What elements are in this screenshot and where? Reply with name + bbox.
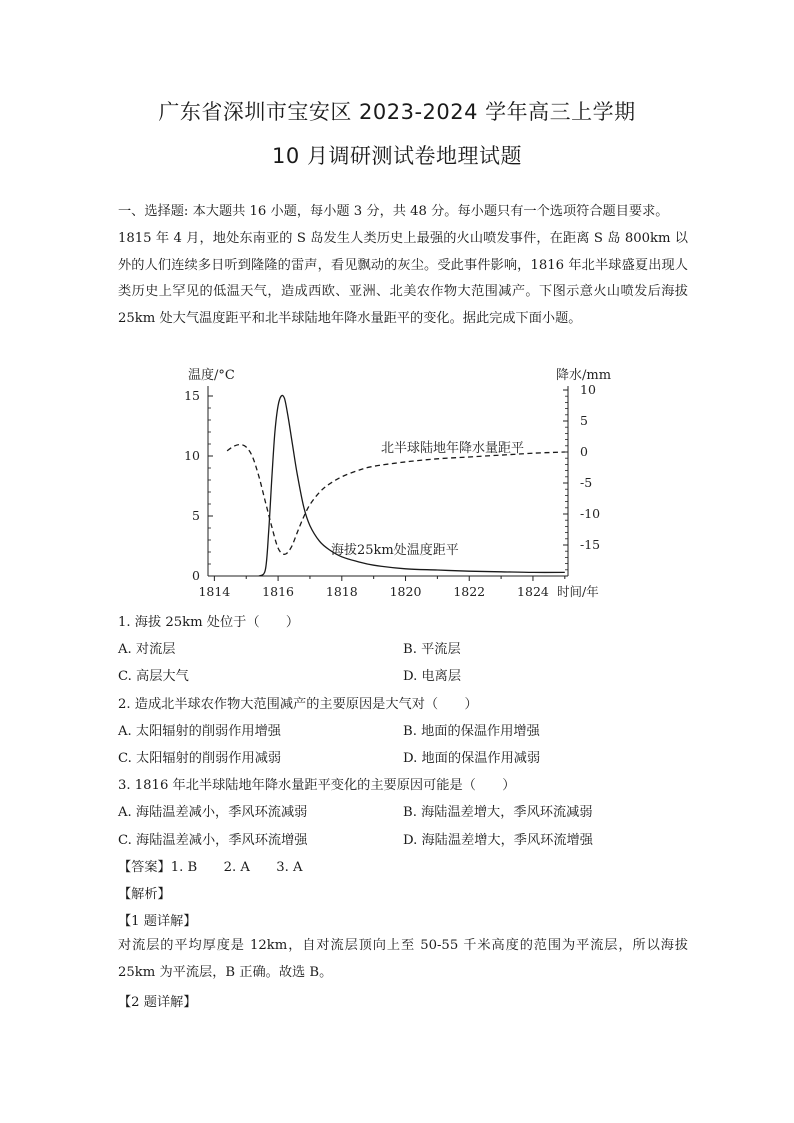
right-y-tick-label: -15 <box>580 537 601 552</box>
question-material: 1815 年 4 月，地处东南亚的 S 岛发生人类历史上最强的火山喷发事件，在距离 S 岛 800km 以外的人们连续多日听到隆隆的雷声，看见飘动的灰尘。受此事件影响，1816 年北半球盛夏出现人类历史上罕见的低温天气，造成西欧、亚洲、北美农作物大范围减产。下图示意火山喷发后海拔 25km 处大气温度距平和北半球陆地年降水量距平的变化。据此完成下面小题。 <box>118 231 688 326</box>
page-title-line2: 10 月调研测试卷地理试题 <box>272 144 522 168</box>
question-1-option-c[interactable]: C. 高层大气 <box>118 669 189 684</box>
left-y-tick-label: 5 <box>192 508 200 523</box>
right-y-tick-label: 0 <box>580 444 588 459</box>
right-y-axis-title: 降水/mm <box>556 368 612 383</box>
right-y-tick-label: -5 <box>580 475 593 490</box>
right-y-tick-label: 5 <box>580 413 588 428</box>
temperature-precipitation-chart <box>0 360 794 610</box>
left-y-tick-label: 15 <box>184 388 200 403</box>
x-tick-label: 1824 <box>517 584 549 599</box>
series-line-precipitation <box>227 445 565 555</box>
question-3-option-a[interactable]: A. 海陆温差减小，季风环流减弱 <box>118 805 308 820</box>
right-y-tick-label: -10 <box>580 506 601 521</box>
left-y-axis-title: 温度/°C <box>188 368 235 383</box>
question-1-option-d[interactable]: D. 电离层 <box>403 669 462 684</box>
temperature-series-label: 海拔25km处温度距平 <box>331 543 459 558</box>
question-2-stem: 2. 造成北半球农作物大范围减产的主要原因是大气对（ ） <box>118 697 478 712</box>
chart-labels <box>184 367 611 599</box>
x-tick-label: 1820 <box>389 584 422 599</box>
left-y-tick-label: 10 <box>184 448 200 463</box>
right-y-tick-label: 10 <box>580 382 596 397</box>
question-2-option-b[interactable]: B. 地面的保温作用增强 <box>403 724 540 739</box>
question-2-detail-heading: 【2 题详解】 <box>118 995 197 1010</box>
left-y-tick-label: 0 <box>192 568 200 583</box>
x-tick-label: 1814 <box>198 584 231 599</box>
question-1-detail: 对流层的平均厚度是 12km，自对流层顶向上至 50-55 千米高度的范围为平流层，所以海拔 25km 为平流层，B 正确。故选 B。 <box>118 938 688 980</box>
question-1-option-a[interactable]: A. 对流层 <box>118 642 176 657</box>
question-3-option-c[interactable]: C. 海陆温差减小，季风环流增强 <box>118 833 308 848</box>
precipitation-series-label: 北半球陆地年降水量距平 <box>381 441 525 456</box>
question-1-stem: 1. 海拔 25km 处位于（ ） <box>118 615 300 630</box>
question-3-option-d[interactable]: D. 海陆温差增大，季风环流增强 <box>403 833 593 848</box>
section-instruction: 一、选择题: 本大题共 16 小题，每小题 3 分，共 48 分。每小题只有一个选项符合题目要求。 <box>118 204 669 219</box>
x-axis-title: 时间/年 <box>557 584 599 599</box>
analysis-heading: 【解析】 <box>118 887 171 902</box>
question-2-option-c[interactable]: C. 太阳辐射的削弱作用减弱 <box>118 751 282 766</box>
question-2-option-a[interactable]: A. 太阳辐射的削弱作用增强 <box>118 724 281 739</box>
question-3-stem: 3. 1816 年北半球陆地年降水量距平变化的主要原因可能是（ ） <box>118 778 516 793</box>
question-1-detail-heading: 【1 题详解】 <box>118 914 197 929</box>
question-2-option-d[interactable]: D. 地面的保温作用减弱 <box>403 751 541 766</box>
question-1-option-b[interactable]: B. 平流层 <box>403 642 461 657</box>
answer-line: 【答案】1. B 2. A 3. A <box>118 860 303 875</box>
x-tick-label: 1822 <box>453 584 486 599</box>
x-tick-label: 1816 <box>262 584 294 599</box>
x-tick-label: 1818 <box>325 584 358 599</box>
page-title-line1: 广东省深圳市宝安区 2023-2024 学年高三上学期 <box>158 100 636 124</box>
question-3-option-b[interactable]: B. 海陆温差增大，季风环流减弱 <box>403 805 593 820</box>
